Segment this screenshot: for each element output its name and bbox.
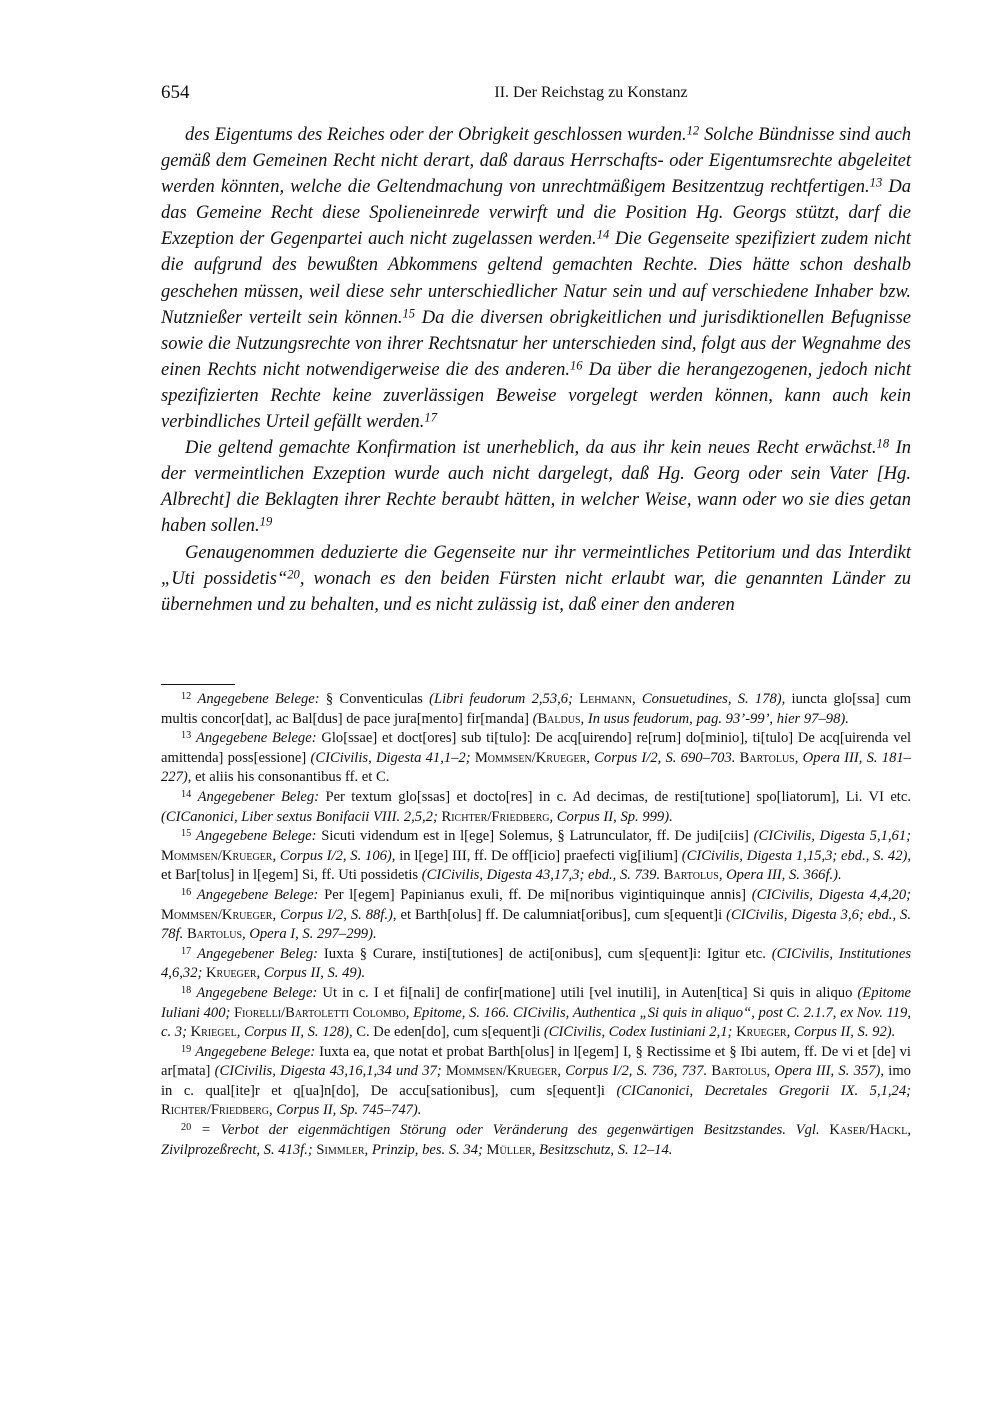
footnote-label: Angegebene Belege: [196, 984, 318, 1001]
footnote-ref: 17 [424, 410, 437, 425]
text-segment: Solche Bündnisse sind auch gemäß dem Gemeinen Recht nicht derart, daß daraus Herrschafts- oder Eigentumsrechte abgeleitet werden könnten, welche die Geltendmachung von unrechtmäßigem Besitzentzug rechtfertigen. [161, 125, 911, 198]
footnote-number: 14 [181, 788, 192, 800]
footnote-segment: § Conventiculas [325, 691, 430, 707]
footnote-segment: (CICivilis, Institutiones 4,6,32; [161, 945, 911, 982]
footnote-segment: Mommsen/Krueger [161, 847, 273, 864]
footnote-segment: , Corpus I/2, S. 736, 737. [557, 1063, 712, 1080]
footnote-segment: (Libri feudorum 2,53,6; [429, 691, 580, 707]
footnote-segment: , Besitzschutz, S. 12–14. [531, 1141, 673, 1158]
text-segment: Die Gegenseite spezifiziert zudem nicht die aufgrund des bewußten Abkommens geltend gemachten Rechte. Dies hätte schon deshalb geschehen müssen, weil diese sehr unterschiedlicher Natur sein und auf verschiedene Inhaber bzw. Nutznießer verteilt sein können. [161, 229, 911, 328]
footnote-label: Angegebener Beleg: [197, 788, 320, 805]
footnote-number: 12 [181, 690, 192, 702]
footnote-segment: Per l[egem] Papinianus exuli, ff. De mi[noribus vigintiquinque annis] [324, 886, 752, 903]
running-title: II. Der Reichstag zu Konstanz [494, 84, 688, 101]
footnote-number: 16 [181, 886, 192, 898]
footnote-separator [161, 684, 235, 685]
footnote-label: Angegebene Belege: [197, 691, 320, 707]
footnote-segment: Per textum glo[ssas] et docto[res] in c. Ad decimas, de resti[tutione] spo[liatorum], Li. VI etc. [325, 788, 911, 805]
footnote-20 [161, 1121, 911, 1160]
footnote-segment: , Consuetudines, S. 178), [632, 691, 786, 707]
footnote-segment: , Corpus II, S. 92). [786, 1024, 896, 1041]
footnote-number: 13 [181, 730, 192, 742]
footnote-segment: Bartolus [739, 749, 795, 766]
footnote-label: Angegebene Belege: [196, 886, 319, 903]
footnote-segment: , Corpus I/2, S. 88f.) [272, 906, 393, 923]
footnote-segment: , Corpus I/2, S. 106), [272, 847, 396, 864]
footnote-19 [161, 1043, 911, 1121]
footnote-segment: (CICanonici, Liber sextus Bonifacii VIII. 2,5,2; [161, 808, 442, 825]
footnote-segment: Krueger [206, 965, 257, 982]
footnote-segment: , Corpus I/2, S. 690–703. [586, 749, 740, 766]
footnote-ref: 16 [569, 358, 583, 373]
footnote-ref: 12 [686, 123, 700, 138]
footnote-ref: 20 [287, 566, 300, 581]
footnote-segment: iuncta glo[ssa] cum multis concor[dat], ac Bal[dus] de pace jura[mento] fir[manda] [161, 691, 912, 727]
footnote-segment: , Prinzip, bes. S. 34; [364, 1141, 487, 1158]
footnote-segment: , Corpus II, Sp. 999). [549, 808, 673, 825]
footnote-segment: Simmler [316, 1141, 365, 1158]
footnote-segment: , Opera I, S. 297–299). [242, 926, 377, 943]
footnote-segment: (CICivilis, Digesta 43,16,1,34 und 37; [214, 1063, 446, 1080]
page-number: 654 [161, 82, 190, 103]
footnote-segment: , et aliis his consonantibus ff. et C. [187, 769, 390, 786]
text-segment: In der vermeintlichen Exzeption wurde auch nicht dargelegt, daß Hg. Georg oder sein Vater [Hg. Albrecht] die Beklagten ihrer Rechte beraubt hätten, in welcher Weise, wann oder wo sie dies getan haben sollen. [161, 438, 911, 537]
footnote-segment: , et Barth[olus] ff. De calumniat[oribus], cum s[equent]i [392, 906, 727, 923]
footnote-segment: Bartolus [663, 867, 719, 884]
footnote-segment: Mommsen/Krueger [474, 749, 587, 766]
footnote-segment: (CICivilis, Digesta 41,1–2; [310, 749, 475, 766]
footnote-segment: (CICivilis, Digesta 1,15,3; ebd., S. 42) [681, 847, 908, 864]
footnote-segment: Bartolus [186, 926, 243, 943]
footnote-13 [161, 729, 911, 788]
footnote-segment: Müller [486, 1141, 532, 1158]
page-header [161, 82, 911, 108]
text-segment: Die geltend gemachte Konfirmation ist unerheblich, da aus ihr kein neues Recht erwächst. [185, 438, 877, 459]
footnote-segment: , Opera III, S. 181–227) [161, 749, 911, 786]
footnote-segment: (CICivilis, Codex Iustiniani 2,1; [543, 1024, 737, 1041]
footnote-segment: , Opera III, S. 366f.). [718, 867, 842, 884]
text-segment: des Eigentums des Reiches oder der Obrigkeit geschlossen wurden. [185, 125, 687, 145]
footnote-segment: = Verbot der eigenmächtigen Störung oder Veränderung des gegenwärtigen Besitzstandes. Vgl. [201, 1122, 830, 1139]
main-text [161, 122, 911, 618]
footnote-segment: Lehmann [579, 691, 632, 707]
footnote-segment: Glo[ssae] et doct[ores] sub ti[tulo]: De acq[uirendo] re[rum] do[minio], ti[tulo] De acq[uirenda vel amittenda] poss[essione] [161, 730, 912, 766]
footnote-segment: Krueger [736, 1024, 787, 1041]
footnote-number: 15 [181, 828, 192, 840]
footnote-segment: Richter/Friedberg [441, 808, 550, 825]
paragraph-1 [161, 122, 911, 435]
footnote-segment: Ut in c. I et fi[nali] de confir[matione] utili [vel inutili], in Auten[tica] Si quis in aliquo [322, 984, 858, 1001]
footnote-ref: 18 [876, 436, 890, 451]
text-segment: Da das Gemeine Recht diese Spolieneinrede verwirft und die Position Hg. Georgs stützt, darf die Exzeption der Gegenpartei auch nicht zugelassen werden. [161, 177, 911, 250]
footnote-17 [161, 945, 911, 984]
footnote-label: Angegebene Belege: [195, 1043, 316, 1060]
text-segment: Da über die herangezogenen, jedoch nicht spezifizierten Rechte keine zuverlässigen Beweise vorgelegt werden können, kann auch kein verbindliches Urteil gefällt werden. [161, 359, 911, 433]
footnote-segment: Iuxta ea, que notat et probat Barth[olus] in l[egem] I, § Rectissime et § Ibi autem, ff. De vi et [de] vi ar[mata] [161, 1043, 911, 1080]
footnote-segment: , et Bar[tolus] in l[egem] Si, ff. Uti possidetis [161, 847, 912, 884]
footnote-number: 20 [181, 1121, 192, 1133]
footnote-segment: , Epitome, S. 166. CICivilis, Authentica „Si quis in aliquo“, post C. 2.1.7, ex Nov. 119, c. 3; [161, 1004, 911, 1041]
footnote-number: 17 [181, 945, 192, 957]
footnote-segment: Bartolus [711, 1063, 767, 1080]
footnote-segment: (CICivilis, Digesta 4,4,20; [751, 886, 911, 903]
footnote-segment: Fiorelli/Bartoletti Colombo [234, 1004, 406, 1021]
footnote-number: 19 [181, 1043, 192, 1055]
footnote-segment: Iuxta § Curare, insti[tutiones] de acti[onibus], cum s[equent]i: Igitur etc. [323, 945, 772, 962]
footnote-segment: (Epitome Iuliani 400; [161, 984, 911, 1021]
footnote-segment: in l[ege] III, ff. De off[icio] praefecti vig[ilium] [395, 847, 682, 864]
paragraph-3 [161, 540, 911, 618]
footnote-18 [161, 984, 911, 1043]
footnote-segment: , Zivilprozeßrecht, S. 413f.; [161, 1122, 911, 1158]
footnote-segment: Mommsen/Krueger [161, 906, 273, 923]
text-segment: Da die diversen obrigkeitlichen und jurisdiktionellen Befugnisse sowie die Nutzungsrechte von ihrer Rechtsnatur her unterschieden sind, folgt aus der Wegnahme des einen Rechts nicht notwendigerweise die des anderen. [161, 307, 911, 380]
footnote-segment: , Corpus II, Sp. 745–747). [269, 1102, 422, 1119]
text-segment: Genaugenommen deduzierte die Gegenseite nur ihr vermeintliches Petitorium und das Interdikt „Uti possidetis“ [161, 542, 911, 589]
footnote-segment: Mommsen/Krueger [445, 1063, 558, 1080]
footnote-segment: Kaser/Hackl [829, 1122, 908, 1139]
footnote-ref: 19 [259, 514, 273, 529]
footnote-segment: , Opera III, S. 357) [766, 1063, 881, 1080]
footnote-segment: Richter/Friedberg [161, 1102, 270, 1119]
footnote-ref: 14 [596, 227, 610, 242]
footnote-segment: ( [532, 710, 538, 727]
footnote-segment: , Corpus II, S. 49). [256, 965, 366, 982]
footnote-segment: , C. De eden[do], cum s[equent]i [348, 1024, 544, 1041]
footnote-number: 18 [181, 984, 192, 996]
footnote-segment: (CICivilis, Digesta 43,17,3; ebd., S. 739. [421, 867, 664, 884]
text-segment: , wonach es den beiden Fürsten nicht erlaubt war, die genannten Länder zu übernehmen und zu behalten, und es nicht zulässig ist, daß einer den anderen [161, 568, 911, 615]
footnote-ref: 15 [402, 306, 416, 320]
footnote-ref: 13 [869, 175, 883, 190]
footnote-segment: (CICivilis, Digesta 5,1,61; [753, 828, 912, 845]
footnote-14 [161, 788, 911, 827]
footnote-segment: , imo in c. qual[ite]r et q[ua]n[do], De accu[sationibus], cum s[equent]i [161, 1063, 911, 1099]
footnote-segment: Baldus [537, 710, 581, 727]
footnote-label: Angegebene Belege: [195, 730, 317, 747]
footnote-segment: (CICanonici, Decretales Gregorii IX. 5,1,24; [616, 1082, 911, 1099]
footnote-segment: Kriegel [190, 1024, 237, 1041]
footnote-segment: (CICivilis, Digesta 3,6; ebd., S. 78f. [161, 906, 911, 943]
footnote-label: Angegebene Belege: [195, 828, 317, 845]
footnote-segment: , Corpus II, S. 128) [236, 1024, 349, 1041]
footnote-15 [161, 827, 911, 886]
paragraph-2 [161, 435, 911, 539]
footnote-segment: Sicuti videndum est in l[ege] Solemus, § Latrunculator, ff. De judi[ciis] [321, 828, 754, 845]
footnote-16 [161, 886, 911, 945]
footnotes [161, 690, 911, 1160]
footnote-label: Angegebener Beleg: [197, 945, 318, 962]
footnote-12 [161, 690, 911, 729]
footnote-segment: , In usus feudorum, pag. 93’-99’, hier 97–98). [580, 710, 849, 727]
